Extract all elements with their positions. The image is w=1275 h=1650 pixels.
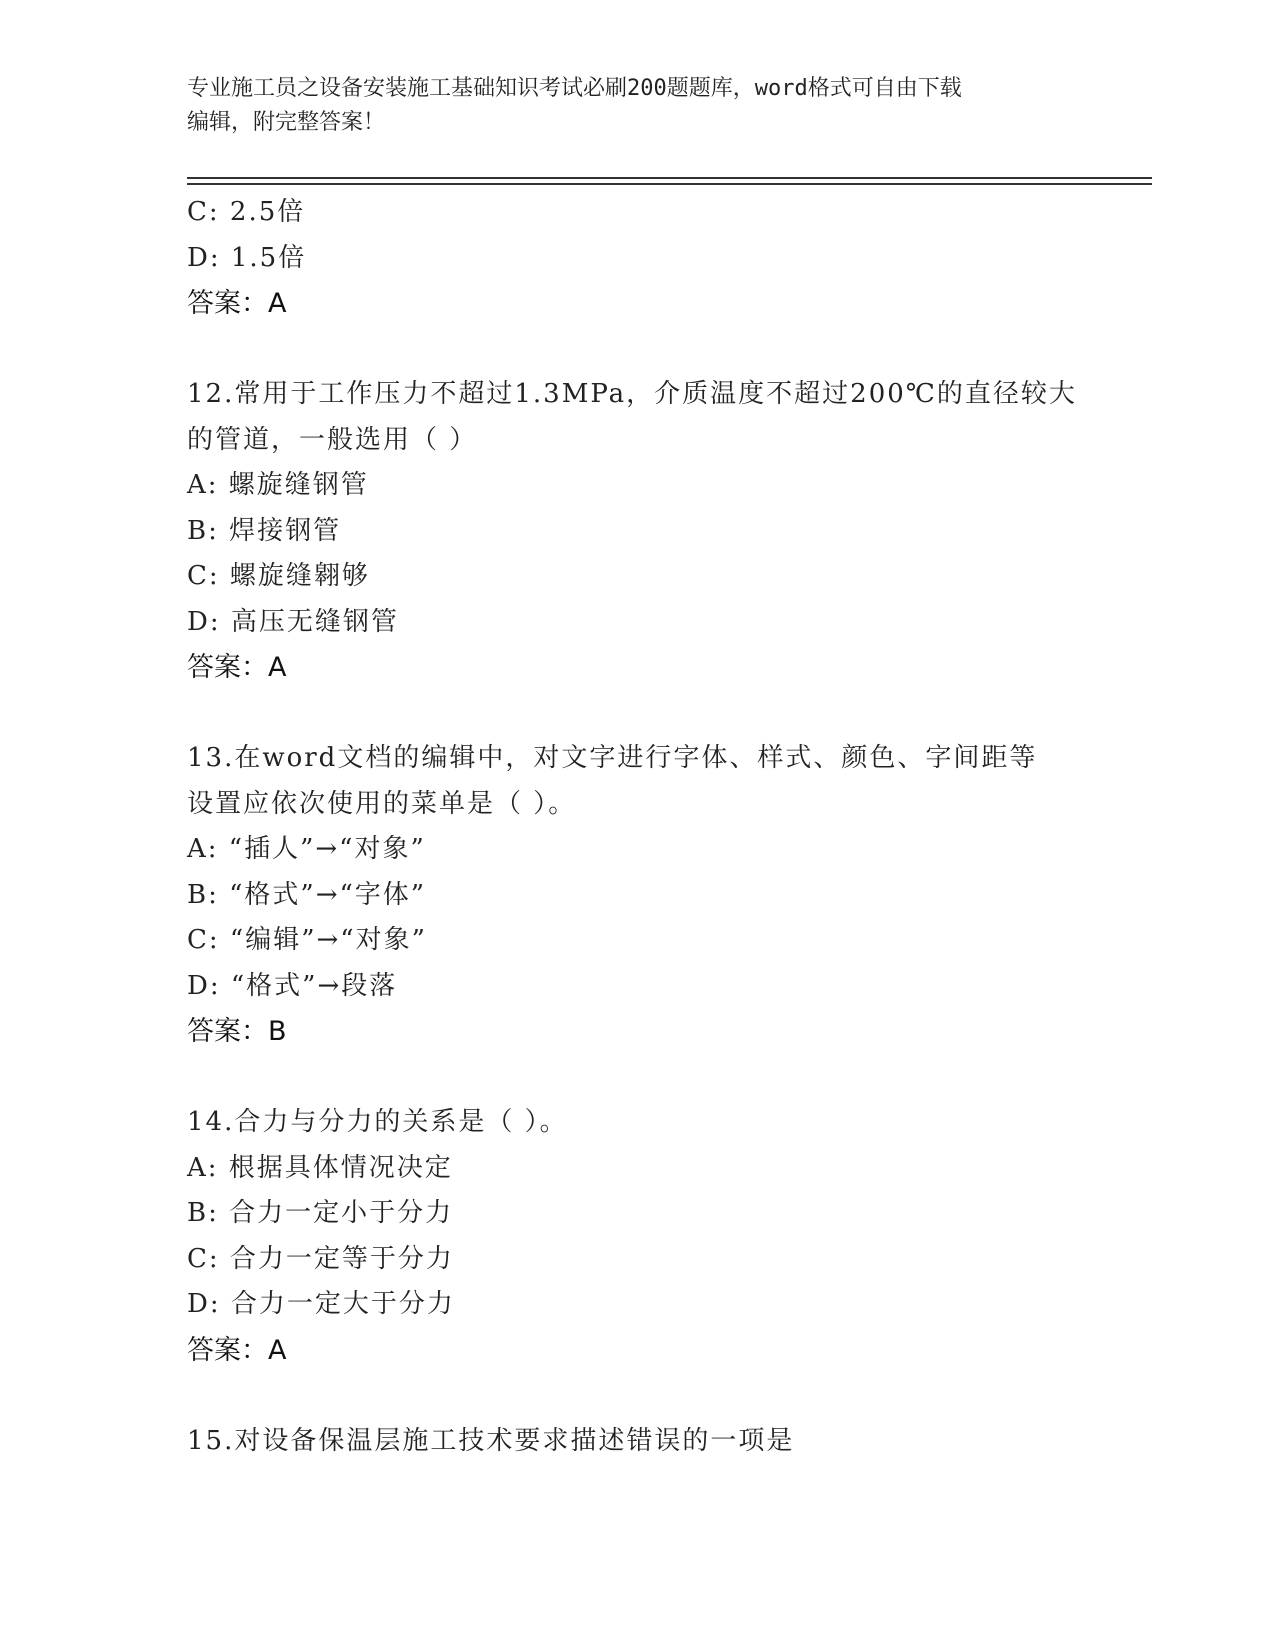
question-text-line-2: 设置应依次使用的菜单是（ ）。 (187, 788, 577, 819)
question-15 (187, 1419, 1087, 1465)
option-d: D: 高压无缝钢管 (187, 606, 399, 637)
question-11-continuation (187, 190, 1087, 327)
option-b: B: 焊接钢管 (187, 515, 342, 546)
header-title-line-2: 编辑，附完整答案！ (187, 110, 386, 135)
spacer (187, 1055, 1087, 1101)
option-d: D: 合力一定大于分力 (187, 1289, 455, 1319)
question-text-line-1: 13.在word文档的编辑中，对文字进行字体、样式、颜色、字间距等 (187, 743, 1038, 773)
question-text-line-1: 14.合力与分力的关系是（ ）。 (187, 1107, 568, 1137)
option-b: B: 合力一定小于分力 (187, 1198, 454, 1228)
answer-label: 答案：A (187, 288, 287, 319)
answer-label: 答案：A (187, 652, 287, 683)
spacer (187, 327, 1087, 373)
option-c: C: 合力一定等于分力 (187, 1243, 454, 1274)
answer-label: 答案：B (187, 1016, 287, 1047)
option-c: C: “编辑”→“对象” (187, 925, 427, 955)
option-a: A: 根据具体情况决定 (187, 1152, 453, 1183)
option-c: C: 螺旋缝翱够 (187, 561, 370, 591)
option-c: C: 2.5倍 (187, 197, 306, 227)
page-header (187, 72, 1087, 140)
spacer (187, 691, 1087, 737)
question-list (187, 190, 1087, 1464)
spacer (187, 1373, 1087, 1419)
option-a: A: “插人”→“对象” (187, 834, 426, 864)
header-divider-top (187, 177, 1152, 179)
option-d: D: “格式”→段落 (187, 970, 398, 1001)
header-title-line-1: 专业施工员之设备安装施工基础知识考试必刷200题题库，word格式可自由下载 (187, 76, 962, 101)
question-text-line-2: 的管道，一般选用（ ） (187, 424, 478, 455)
question-text-line-1: 15.对设备保温层施工技术要求描述错误的一项是 (187, 1425, 795, 1456)
answer-label: 答案：A (187, 1334, 287, 1366)
option-b: B: “格式”→“字体” (187, 879, 427, 910)
question-12 (187, 372, 1087, 691)
question-text-line-1: 12.常用于工作压力不超过1.3MPa，介质温度不超过200℃的直径较大 (187, 379, 1077, 409)
question-13 (187, 736, 1087, 1055)
header-divider-bottom (187, 183, 1152, 185)
option-d: D: 1.5倍 (187, 242, 307, 273)
option-a: A: 螺旋缝钢管 (187, 470, 369, 500)
question-14 (187, 1100, 1087, 1373)
